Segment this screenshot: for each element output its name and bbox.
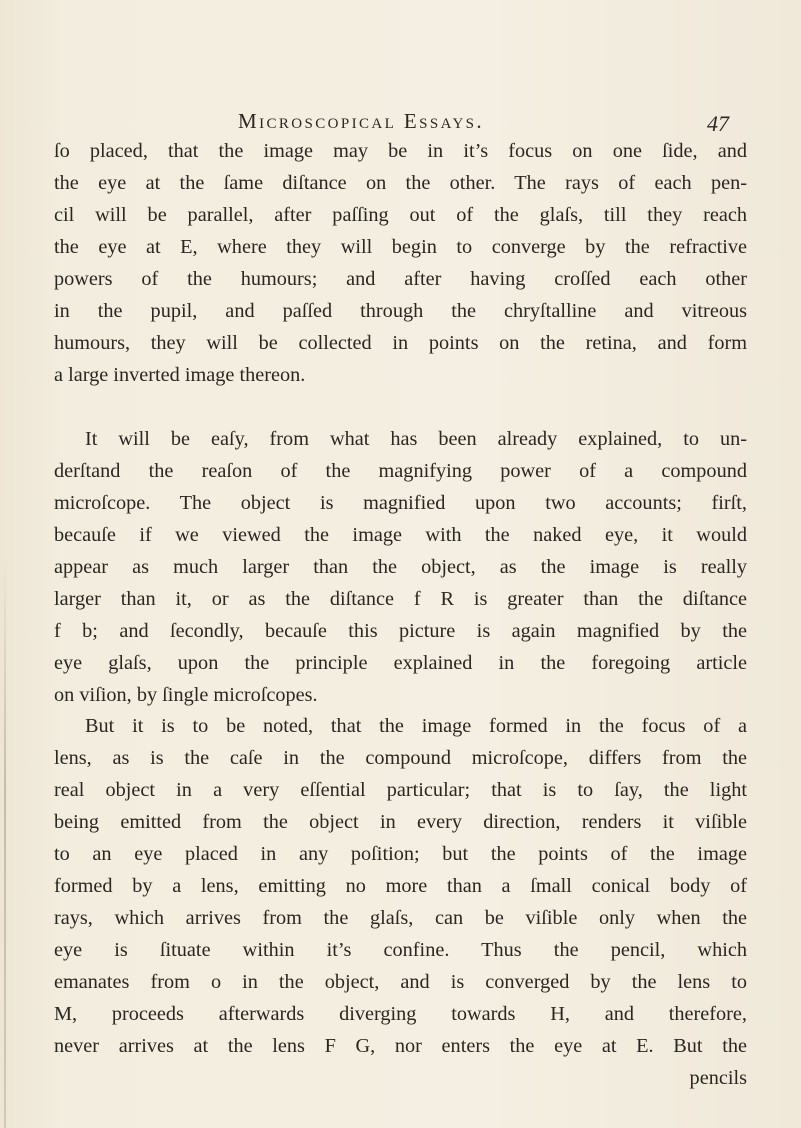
text-line: never arrives at the lens F G, nor enters the eye at E. But the xyxy=(54,1035,747,1057)
text-line: the eye at the ſame diſtance on the other. The rays of each pen- xyxy=(54,172,747,194)
page-edge-shadow xyxy=(4,560,6,1128)
text-line: rays, which arrives from the glaſs, can be viſible only when the xyxy=(54,907,747,929)
text-line: ſo placed, that the image may be in it’s focus on one ſide, and xyxy=(54,140,747,162)
text-line: appear as much larger than the object, as the image is really xyxy=(54,556,747,578)
text-line: being emitted from the object in every direction, renders it viſible xyxy=(54,811,747,833)
text-line: f b; and ſecondly, becauſe this picture is again magnified by the xyxy=(54,620,747,642)
text-line: eye glaſs, upon the principle explained in the foregoing article xyxy=(54,652,747,674)
text-line: But it is to be noted, that the image formed in the focus of a xyxy=(85,715,747,737)
text-line: M, proceeds afterwards diverging towards H, and therefore, xyxy=(54,1003,747,1025)
text-line: in the pupil, and paſſed through the chryſtalline and vitreous xyxy=(54,300,747,322)
text-line: larger than it, or as the diſtance f R is greater than the diſtance xyxy=(54,588,747,610)
text-line: a large inverted image thereon. xyxy=(54,364,306,386)
paragraph-2 xyxy=(54,423,747,711)
paragraph-3 xyxy=(54,710,747,1094)
catchword: pencils xyxy=(689,1067,747,1089)
page-number: 47 xyxy=(707,111,729,136)
running-title: Microscopical Essays. xyxy=(238,109,485,133)
text-line: on viſion, by ſingle microſcopes. xyxy=(54,684,318,706)
text-line: emanates from o in the object, and is converged by the lens to xyxy=(54,971,747,993)
paragraph-1 xyxy=(54,135,747,391)
text-line: lens, as is the caſe in the compound microſcope, differs from the xyxy=(54,747,747,769)
text-line: eye is ſituate within it’s confine. Thus the pencil, which xyxy=(54,939,747,961)
text-line: humours, they will be collected in points on the retina, and form xyxy=(54,332,747,354)
text-line: real object in a very eſſential particular; that is to ſay, the light xyxy=(54,779,747,801)
text-line: to an eye placed in any poſition; but the points of the image xyxy=(54,843,747,865)
text-line: derſtand the reaſon of the magnifying power of a compound xyxy=(54,460,747,482)
text-line: microſcope. The object is magnified upon two accounts; firſt, xyxy=(54,492,747,514)
text-line: cil will be parallel, after paſſing out of the glaſs, till they reach xyxy=(54,204,747,226)
text-line: formed by a lens, emitting no more than a ſmall conical body of xyxy=(54,875,747,897)
text-line: powers of the humours; and after having croſſed each other xyxy=(54,268,747,290)
text-line: the eye at E, where they will begin to converge by the refractive xyxy=(54,236,747,258)
text-line: becauſe if we viewed the image with the naked eye, it would xyxy=(54,524,747,546)
text-line: It will be eaſy, from what has been already explained, to un- xyxy=(85,428,747,450)
